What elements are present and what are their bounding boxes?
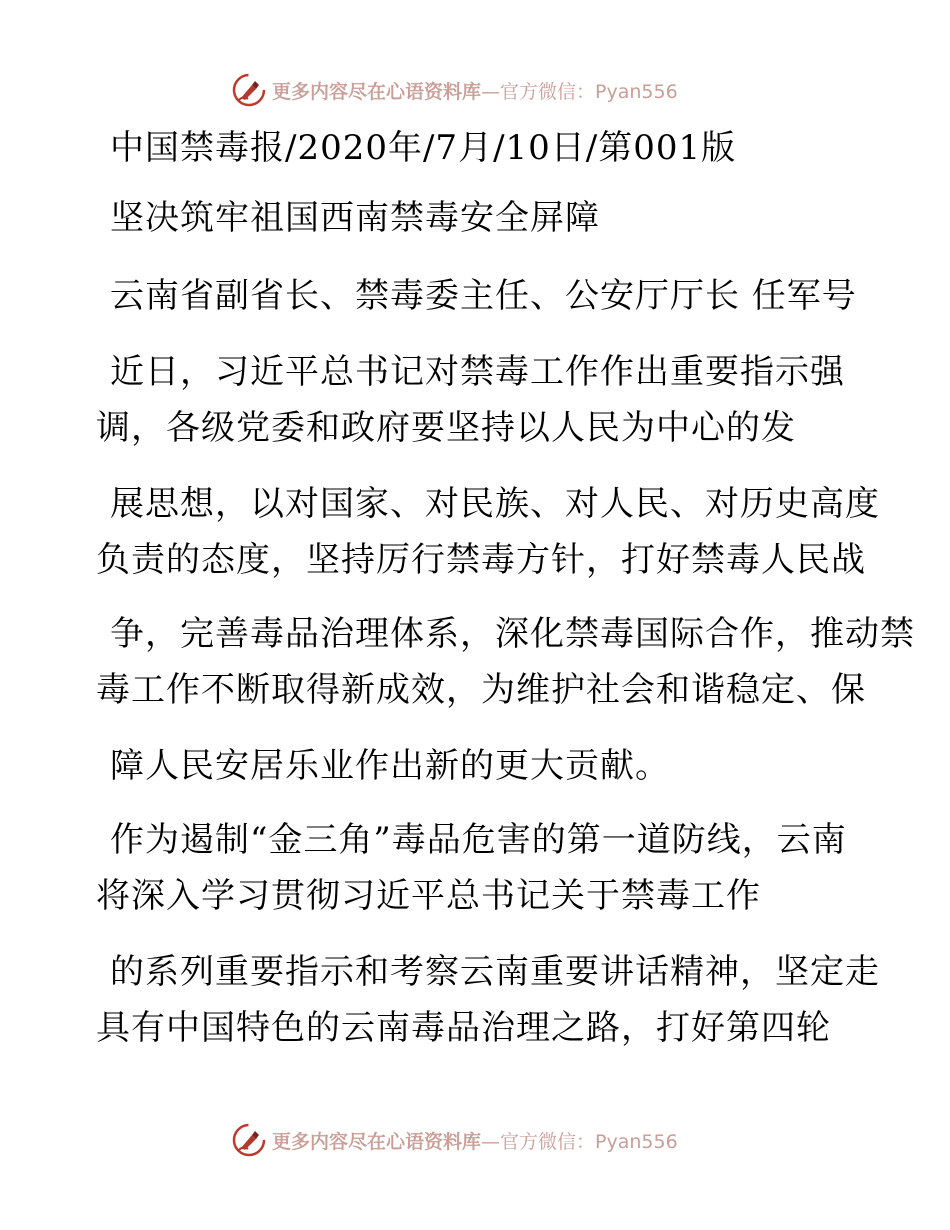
body-line: 负责的态度，坚持厉行禁毒方针，打好禁毒人民战 <box>96 540 866 580</box>
article-headline: 坚决筑牢祖国西南禁毒安全屏障 <box>110 198 600 238</box>
body-line: 将深入学习贯彻习近平总书记关于禁毒工作 <box>96 876 761 916</box>
body-line: 障人民安居乐业作出新的更大贡献。 <box>110 746 670 786</box>
watermark-wechat-text: —官方微信：Pyan556 <box>481 80 678 103</box>
article-byline: 云南省副省长、禁毒委主任、公安厅厅长 任军号 <box>110 276 857 316</box>
watermark-main-text: 更多内容尽在心语资料库 <box>272 80 482 103</box>
body-line: 展思想，以对国家、对民族、对人民、对历史高度 <box>110 484 880 524</box>
body-line: 争，完善毒品治理体系，深化禁毒国际合作，推动禁 <box>110 614 915 654</box>
pen-logo-icon <box>232 73 266 107</box>
body-line: 毒工作不断取得新成效，为维护社会和谐稳定、保 <box>96 670 866 710</box>
watermark-main-text: 更多内容尽在心语资料库 <box>272 1130 482 1153</box>
watermark-bottom <box>232 1122 678 1158</box>
body-line: 作为遏制“金三角”毒品危害的第一道防线，云南 <box>110 820 847 860</box>
dateline: 中国禁毒报/2020年/7月/10日/第001版 <box>110 128 737 168</box>
body-line: 近日，习近平总书记对禁毒工作作出重要指示强 <box>110 352 845 392</box>
watermark-wechat-text: —官方微信：Pyan556 <box>481 1130 678 1153</box>
body-line: 的系列重要指示和考察云南重要讲话精神，坚定走 <box>110 952 880 992</box>
pen-logo-icon <box>232 1123 266 1157</box>
body-line: 调，各级党委和政府要坚持以人民为中心的发 <box>96 408 796 448</box>
watermark-top <box>232 72 678 108</box>
body-line: 具有中国特色的云南毒品治理之路，打好第四轮 <box>96 1008 831 1048</box>
